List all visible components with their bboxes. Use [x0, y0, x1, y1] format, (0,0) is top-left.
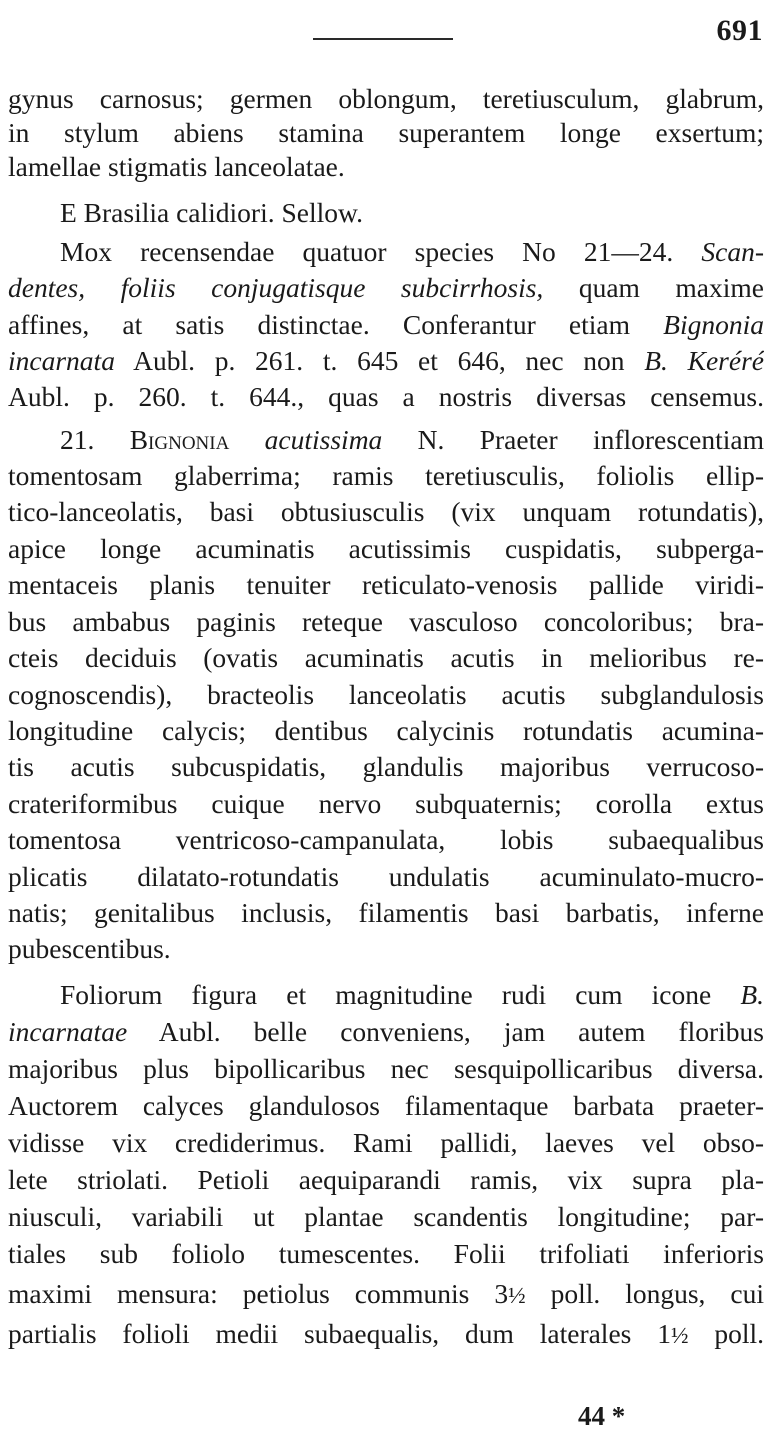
text-line: dentes, foliis conjugatisque subcirrhosis, quam maxime: [8, 272, 764, 303]
text-line: in stylum abiens stamina superantem longe exsertum;: [8, 117, 764, 148]
text-line: crateriformibus cuique nervo subquaternis; corolla extus: [8, 788, 764, 819]
text-line: 21. Bignonia acutissima N. Praeter inflorescentiam: [60, 424, 764, 455]
text-line: natis; genitalibus inclusis, filamentis basi barbatis, inferne: [8, 897, 764, 928]
text-line: gynus carnosus; germen oblongum, teretiusculum, glabrum,: [8, 83, 764, 114]
text-line: Mox recensendae quatuor species No 21—24. Scan-: [60, 236, 764, 267]
text-line: incarnatae Aubl. belle conveniens, jam autem floribus: [8, 1016, 764, 1047]
text-line: cognoscendis), bracteolis lanceolatis acutis subglandulosis: [8, 679, 764, 710]
text-line: tico-lanceolatis, basi obtusiusculis (vix unquam rotundatis),: [8, 496, 764, 527]
text-line: lamellae stigmatis lanceolatae.: [8, 151, 345, 182]
header-rule: [313, 38, 453, 40]
text-line: Foliorum figura et magnitudine rudi cum icone B.: [60, 979, 764, 1010]
text-line: lete striolati. Petioli aequiparandi ramis, vix supra pla-: [8, 1164, 764, 1195]
text-line: vidisse vix crediderimus. Rami pallidi, laeves vel obso-: [8, 1127, 764, 1158]
text-line: apice longe acuminatis acutissimis cuspidatis, subperga-: [8, 533, 764, 564]
text-line: partialis folioli medii subaequalis, dum laterales 1½ poll.: [8, 1318, 764, 1349]
signature-mark: 44 *: [578, 1401, 626, 1431]
text-line: E Brasilia calidiori. Sellow.: [60, 197, 363, 228]
text-line: tomentosam glaberrima; ramis teretiusculis, foliolis ellip-: [8, 460, 764, 491]
text-line: tiales sub foliolo tumescentes. Folii trifoliati inferioris: [8, 1238, 764, 1269]
text-line: niusculi, variabili ut plantae scandentis longitudine; par-: [8, 1201, 764, 1232]
text-line: plicatis dilatato-rotundatis undulatis acuminulato-mucro-: [8, 861, 764, 892]
text-line: Auctorem calyces glandulosos filamentaque barbata praeter-: [8, 1090, 764, 1121]
text-line: Aubl. p. 260. t. 644., quas a nostris diversas censemus.: [8, 381, 764, 412]
text-line: maximi mensura: petiolus communis 3½ poll. longus, cui: [8, 1278, 764, 1309]
text-line: tomentosa ventricoso-campanulata, lobis subaequalibus: [8, 824, 764, 855]
text-line: incarnata Aubl. p. 261. t. 645 et 646, nec non B. Keréré: [8, 345, 764, 376]
text-line: cteis deciduis (ovatis acuminatis acutis in melioribus re-: [8, 642, 764, 673]
text-line: longitudine calycis; dentibus calycinis rotundatis acumina-: [8, 715, 764, 746]
text-line: pubescentibus.: [8, 933, 171, 964]
text-line: bus ambabus paginis reteque vasculoso concoloribus; bra-: [8, 606, 764, 637]
text-line: tis acutis subcuspidatis, glandulis majoribus verrucoso-: [8, 751, 764, 782]
page-number: 691: [716, 14, 763, 47]
text-line: mentaceis planis tenuiter reticulato-venosis pallide viridi-: [8, 569, 764, 600]
text-line: affines, at satis distinctae. Conferantur etiam Bignonia: [8, 309, 764, 340]
text-line: majoribus plus bipollicaribus nec sesquipollicaribus diversa.: [8, 1053, 764, 1084]
